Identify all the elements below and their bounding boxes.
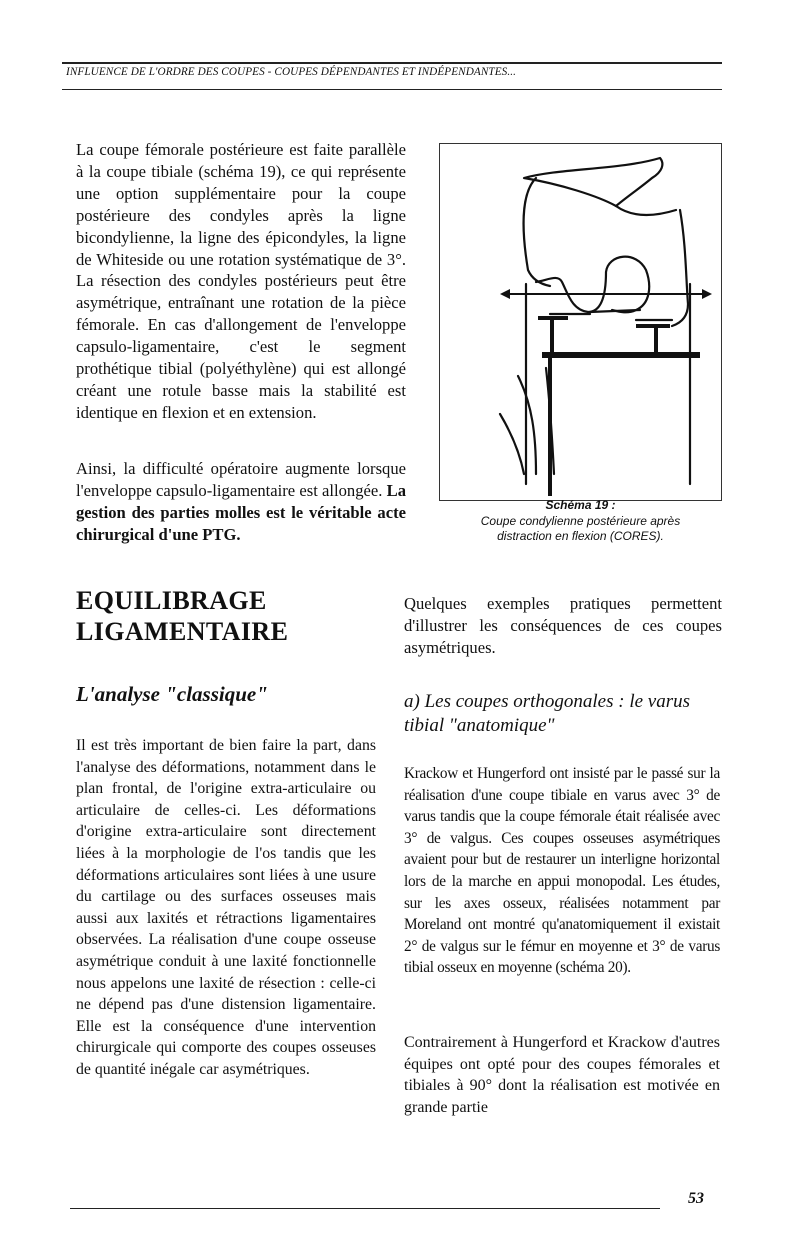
subsection-title-left: L'analyse "classique": [76, 682, 268, 706]
figure-caption: [439, 498, 722, 545]
caption-line-1: Coupe condylienne postérieure après: [480, 513, 681, 528]
caption-line-2: distraction en flexion (CORES).: [497, 529, 664, 543]
right-paragraph-1: Quelques exemples pratiques permettent d'illustrer les conséquences de ces coupes asymétriques.: [404, 594, 722, 657]
right-paragraph-2: Krackow et Hungerford ont insisté par le passé sur la réalisation d'une coupe tibiale en varus avec 3° de varus tandis que la coupe fémorale était réalisée avec 3° de valgus. Ces coupes osseuses asymétriques avaient pour but de restaurer un interligne horizontal lors de la marche en appui monopodal. Les études, sur les axes osseux, réalisées notamment par Moreland ont montré qu'anatomiquement il existait 2° de valgus sur le fémur en moyenne et 3° de varus tibial osseux en moyenne (schéma 20).: [404, 765, 720, 977]
left-paragraph-3: Il est très important de bien faire la part, dans l'analyse des déformations, notamment dans le plan frontal, de l'origine extra-articulaire ou articulaire de celles-ci. Les déformations d'origine extra-articulaire sont directement liées à la morphologie de l'os tandis que les déformations articulaires sont liées à une usure du cartilage ou des surfaces osseuses mais aussi aux laxités et rétractions ligamentaires observées. La réalisation d'une coupe osseuse asymétrique conduit à une laxité fonctionnelle nous appelons une laxité de résection : celle-ci ne dépend pas d'une distension ligamentaire. Elle est la conséquence d'une intervention chirurgicale qui comporte des coupes osseuses de quantité inégale car asymétriques.: [76, 737, 376, 1078]
knee-diagram: [440, 144, 721, 500]
left-paragraph-2: [76, 458, 406, 546]
section-title: EQUILIBRAGE LIGAMENTAIRE: [76, 586, 289, 646]
running-header: INFLUENCE DE L'ORDRE DES COUPES - COUPES DÉPENDANTES ET INDÉPENDANTES...: [66, 66, 517, 78]
page-number: 53: [688, 1190, 704, 1207]
header-rule-bottom: [62, 89, 722, 90]
footer-rule: [70, 1208, 660, 1209]
caption-title: Schéma 19 :: [545, 498, 616, 512]
schema-19-figure: [439, 143, 722, 501]
left-paragraph-1: La coupe fémorale postérieure est faite parallèle à la coupe tibiale (schéma 19), ce qui représente une option supplémentaire pour la coupe postérieure des condyles après la ligne bicondylienne, la ligne des épicondyles, la ligne de Whiteside ou une rotation systématique de 3°. La résection des condyles postérieurs peut être asymétrique, entraînant une rotation de la pièce fémorale. En cas d'allongement de l'enveloppe capsulo-ligamentaire, c'est le segment prothétique tibial (polyéthylène) qui est allongé créant une rotule basse mais la stabilité est identique en flexion et en extension.: [76, 140, 406, 422]
header-rule-top: [62, 62, 722, 64]
left-paragraph-2-text: Ainsi, la difficulté opératoire augmente lorsque l'enveloppe capsulo-ligamentaire est allongée.: [76, 459, 406, 500]
right-paragraph-3: Contrairement à Hungerford et Krackow d'autres équipes ont opté pour des coupes fémorales et tibiales à 90° dont la réalisation est motivée en grande partie: [404, 1034, 720, 1116]
subsection-title-right: a) Les coupes orthogonales : le varus tibial "anatomique": [404, 691, 691, 736]
left-paragraph-2-bold: La gestion des parties molles est le véritable acte chirurgical d'une PTG.: [76, 480, 406, 544]
